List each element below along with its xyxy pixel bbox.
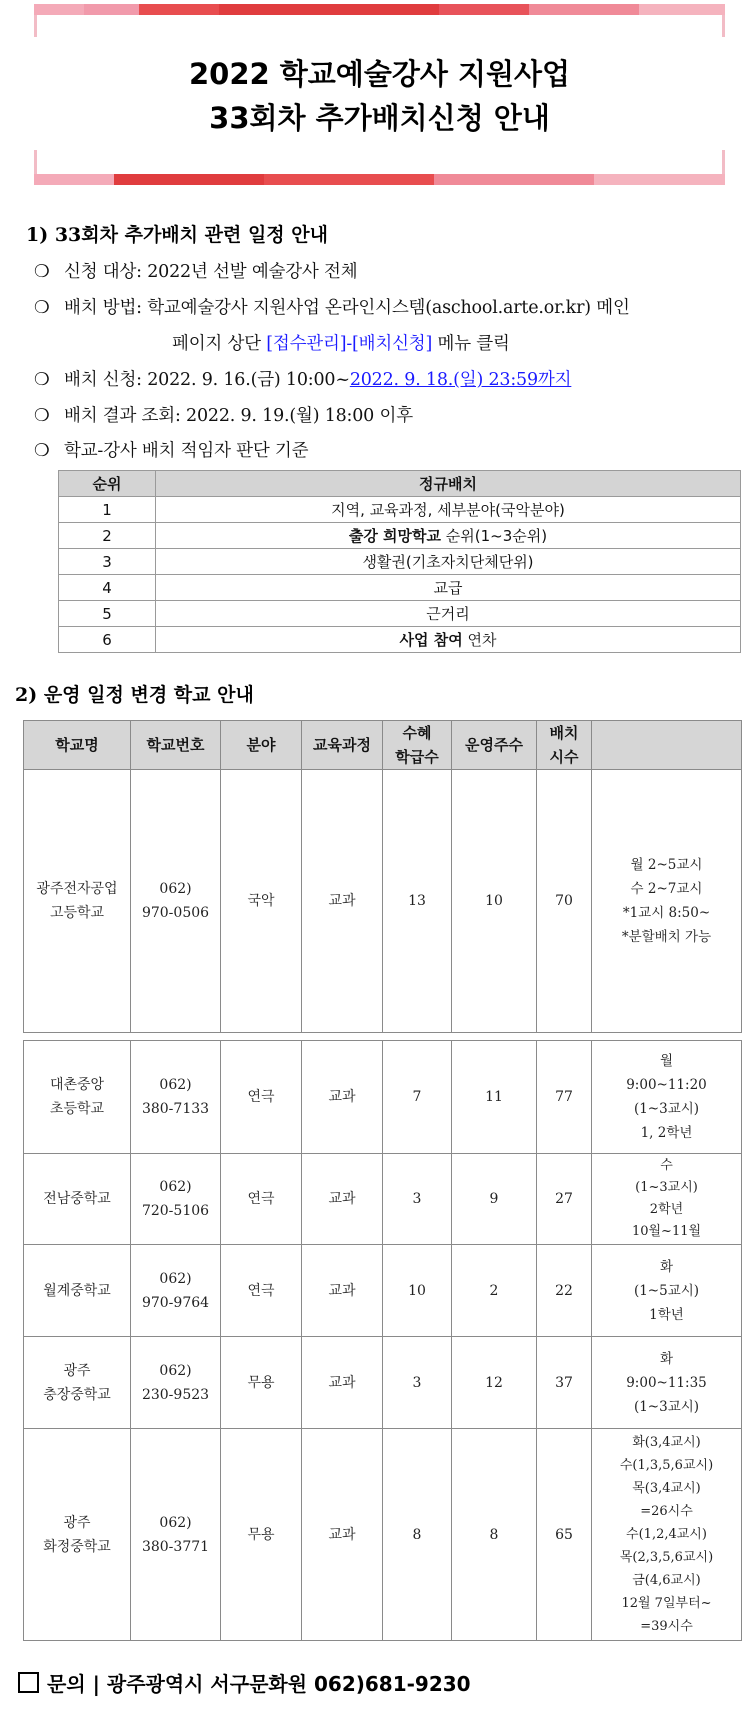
note-cell: 수 (1~3교시) 2학년 10월~11월 — [592, 1154, 742, 1245]
classes-cell: 7 — [383, 1041, 452, 1154]
table-row — [59, 497, 741, 523]
col-hours — [537, 721, 592, 770]
col-number: 학교번호 — [131, 721, 221, 770]
school-name-cell: 전남중학교 — [24, 1154, 131, 1245]
bullet-text: 학교-강사 배치 적임자 판단 기준 — [64, 441, 309, 461]
bullet-apply-period — [34, 366, 571, 391]
deadline-link[interactable]: 2022. 9. 18.(일) 23:59까지 — [349, 370, 572, 390]
school-name-cell: 광주전자공업 고등학교 — [24, 770, 131, 1033]
col-note — [592, 721, 742, 770]
weeks-cell: 9 — [452, 1154, 537, 1245]
banner-top-bar — [34, 4, 725, 15]
bullet-icon: ❍ — [34, 262, 50, 282]
rank-cell: 6 — [59, 627, 156, 653]
rank-table-header-row — [59, 471, 741, 497]
school-name-cell: 월계중학교 — [24, 1245, 131, 1337]
classes-cell: 3 — [383, 1337, 452, 1429]
criteria-bold: 사업 참여 — [399, 631, 463, 649]
bullet-text: 배치 결과 조회: 2022. 9. 19.(월) 18:00 이후 — [64, 406, 413, 426]
classes-cell: 8 — [383, 1429, 452, 1641]
rank-cell: 5 — [59, 601, 156, 627]
criteria-cell — [156, 627, 741, 653]
criteria-rest: 순위(1~3순위) — [441, 527, 548, 545]
table-row — [59, 627, 741, 653]
col-classes — [383, 721, 452, 770]
school-name-cell: 광주 화정중학교 — [24, 1429, 131, 1641]
field-cell: 연극 — [221, 1245, 302, 1337]
rank-cell: 3 — [59, 549, 156, 575]
col-school: 학교명 — [24, 721, 131, 770]
table-row — [24, 1429, 742, 1641]
note-cell: 월 9:00~11:20 (1~3교시) 1, 2학년 — [592, 1041, 742, 1154]
schedule-table-second — [23, 1040, 742, 1641]
weeks-cell: 12 — [452, 1337, 537, 1429]
bullet-icon: ❍ — [34, 370, 50, 390]
note-cell: 화(3,4교시) 수(1,3,5,6교시) 목(3,4교시) =26시수 수(1,2,4교시) 목(2,3,5,6교시) 금(4,6교시) 12월 7일부터~ =39시수 — [592, 1429, 742, 1641]
bullet-text: 배치 신청: 2022. 9. 16.(금) 10:00~ — [64, 370, 350, 390]
col-hours-l1: 배치 — [549, 724, 579, 742]
school-number-cell: 062) 970-0506 — [131, 770, 221, 1033]
table-row — [59, 523, 741, 549]
hours-cell: 77 — [537, 1041, 592, 1154]
school-name-cell: 대촌중앙 초등학교 — [24, 1041, 131, 1154]
bullet-text: 메뉴 클릭 — [432, 334, 510, 354]
checkbox-square-icon — [18, 1672, 39, 1693]
banner-bottom-bar — [34, 174, 725, 185]
bullet-text: 신청 대상: 2022년 선발 예술강사 전체 — [64, 262, 358, 282]
banner-corner-br — [722, 150, 725, 174]
school-name-cell: 광주 충장중학교 — [24, 1337, 131, 1429]
hours-cell: 37 — [537, 1337, 592, 1429]
table-row — [59, 575, 741, 601]
criteria-cell: 지역, 교육과정, 세부분야(국악분야) — [156, 497, 741, 523]
rank-cell: 1 — [59, 497, 156, 523]
banner-corner-tr — [722, 15, 725, 37]
criteria-cell — [156, 523, 741, 549]
rank-cell: 2 — [59, 523, 156, 549]
col-weeks: 운영주수 — [452, 721, 537, 770]
field-cell: 무용 — [221, 1337, 302, 1429]
weeks-cell: 8 — [452, 1429, 537, 1641]
weeks-cell: 10 — [452, 770, 537, 1033]
criteria-cell: 생활권(기초자치단체단위) — [156, 549, 741, 575]
rank-cell: 4 — [59, 575, 156, 601]
note-cell: 월 2~5교시 수 2~7교시 *1교시 8:50~ *분할배치 가능 — [592, 770, 742, 1033]
criteria-header: 정규배치 — [156, 471, 741, 497]
field-cell: 국악 — [221, 770, 302, 1033]
hours-cell: 22 — [537, 1245, 592, 1337]
school-number-cell: 062) 380-7133 — [131, 1041, 221, 1154]
bullet-text: 페이지 상단 — [172, 334, 267, 354]
course-cell: 교과 — [302, 1337, 383, 1429]
hours-cell: 27 — [537, 1154, 592, 1245]
classes-cell: 3 — [383, 1154, 452, 1245]
col-course: 교육과정 — [302, 721, 383, 770]
field-cell: 연극 — [221, 1154, 302, 1245]
schedule-header-row — [24, 721, 742, 770]
schedule-table-first — [23, 720, 742, 1033]
section1-heading: 1) 33회차 추가배치 관련 일정 안내 — [26, 224, 328, 246]
col-field: 분야 — [221, 721, 302, 770]
criteria-rest: 연차 — [462, 631, 497, 649]
hours-cell: 65 — [537, 1429, 592, 1641]
menu-path-link[interactable]: [접수관리]-[배치신청] — [266, 334, 433, 354]
classes-cell: 13 — [383, 770, 452, 1033]
table-row — [24, 770, 742, 1033]
school-number-cell: 062) 230-9523 — [131, 1337, 221, 1429]
course-cell: 교과 — [302, 770, 383, 1033]
page-title-line2: 33회차 추가배치신청 안내 — [209, 101, 550, 135]
course-cell: 교과 — [302, 1245, 383, 1337]
rank-header: 순위 — [59, 471, 156, 497]
course-cell: 교과 — [302, 1041, 383, 1154]
col-hours-l2: 시수 — [549, 748, 579, 766]
section2-heading: 2) 운영 일정 변경 학교 안내 — [15, 684, 254, 706]
field-cell: 무용 — [221, 1429, 302, 1641]
title-banner — [34, 4, 725, 184]
course-cell: 교과 — [302, 1429, 383, 1641]
banner-corner-bl — [34, 150, 37, 174]
criteria-cell: 근거리 — [156, 601, 741, 627]
bullet-text: 배치 방법: 학교예술강사 지원사업 온라인시스템(aschool.arte.or.kr) 메인 — [64, 298, 630, 318]
criteria-bold: 출강 희망학교 — [348, 527, 442, 545]
col-classes-l2: 학급수 — [395, 748, 439, 766]
table-row — [24, 1154, 742, 1245]
table-row — [59, 601, 741, 627]
bullet-method-cont — [172, 330, 510, 355]
page-title-line1: 2022 학교예술강사 지원사업 — [188, 57, 571, 91]
contact-text: 문의 | 광주광역시 서구문화원 062)681-9230 — [47, 1672, 471, 1696]
contact-footer — [18, 1668, 471, 1697]
table-row — [59, 549, 741, 575]
note-cell: 화 (1~5교시) 1학년 — [592, 1245, 742, 1337]
bullet-icon: ❍ — [34, 441, 50, 461]
bullet-result — [34, 402, 413, 427]
bullet-method — [34, 294, 630, 319]
bullet-icon: ❍ — [34, 298, 50, 318]
school-number-cell: 062) 720-5106 — [131, 1154, 221, 1245]
course-cell: 교과 — [302, 1154, 383, 1245]
table-row — [24, 1041, 742, 1154]
table-row — [24, 1337, 742, 1429]
field-cell: 연극 — [221, 1041, 302, 1154]
bullet-icon: ❍ — [34, 406, 50, 426]
weeks-cell: 11 — [452, 1041, 537, 1154]
criteria-cell: 교급 — [156, 575, 741, 601]
weeks-cell: 2 — [452, 1245, 537, 1337]
bullet-target — [34, 258, 357, 283]
school-number-cell: 062) 970-9764 — [131, 1245, 221, 1337]
bullet-criteria — [34, 437, 308, 462]
rank-criteria-table — [58, 470, 741, 653]
school-number-cell: 062) 380-3771 — [131, 1429, 221, 1641]
col-classes-l1: 수혜 — [402, 724, 432, 742]
banner-corner-tl — [34, 15, 37, 37]
classes-cell: 10 — [383, 1245, 452, 1337]
hours-cell: 70 — [537, 770, 592, 1033]
table-row — [24, 1245, 742, 1337]
note-cell: 화 9:00~11:35 (1~3교시) — [592, 1337, 742, 1429]
